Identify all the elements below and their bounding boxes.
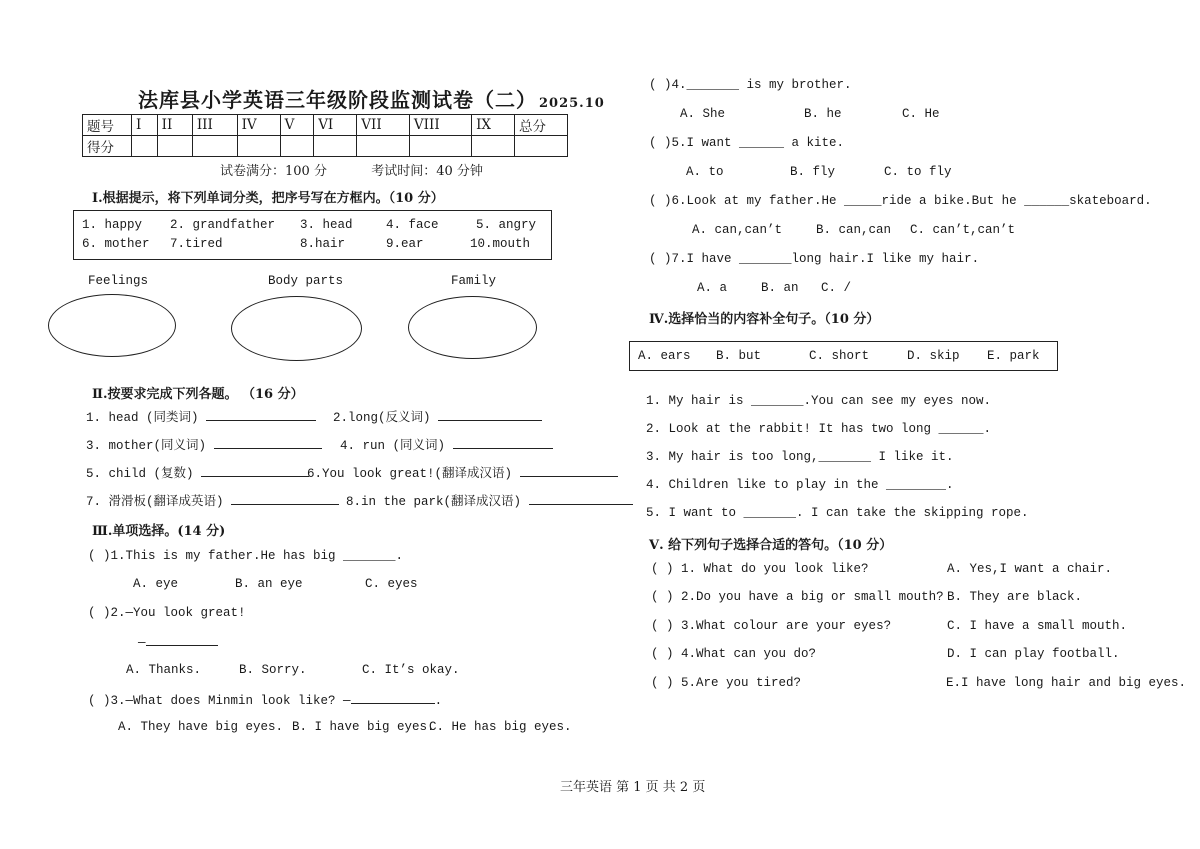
option[interactable]: B. he — [804, 107, 842, 121]
answer-blank[interactable] — [438, 408, 542, 421]
family-oval[interactable] — [408, 296, 537, 359]
section3-heading: Ⅲ.单项选择。(14 分) — [92, 524, 226, 539]
mcq-6-stem — [649, 194, 1152, 208]
mcq-5-stem — [649, 136, 844, 150]
exam-date: 2025.10 — [539, 96, 605, 111]
score-cell[interactable] — [280, 136, 314, 157]
question-text: 4._______ is my brother. — [671, 78, 852, 92]
section4-sentence-2: 2. Look at the rabbit! It has two long ______. — [646, 422, 992, 436]
score-table-cell: VII — [357, 115, 410, 136]
answer-blank[interactable] — [231, 492, 339, 505]
option[interactable]: A. eye — [133, 577, 179, 591]
answer-blank[interactable] — [201, 464, 309, 477]
score-table — [82, 114, 568, 157]
item-text: 2.long(反义词) — [333, 411, 431, 425]
answer-paren[interactable]: ( ) — [649, 136, 672, 150]
answer-blank[interactable] — [453, 436, 553, 449]
mcq-7-stem — [649, 252, 979, 266]
question-text: 6.Look at my father.He _____ride a bike.But he ______skateboard. — [671, 194, 1152, 208]
body-parts-oval[interactable] — [231, 296, 362, 361]
score-table-cell: II — [157, 115, 192, 136]
question-text: 1. What do you look like? — [681, 562, 869, 576]
question-text: 7.I have _______long hair.I like my hair. — [671, 252, 980, 266]
word-row-2 — [82, 237, 530, 251]
mcq-3-stem: ( )3.—What does Minmin look like? — . — [88, 691, 442, 708]
option: C. short — [809, 349, 870, 363]
mcq-3-options — [118, 720, 572, 734]
section5-answer-d: D. I can play football. — [947, 647, 1120, 661]
section5-answer-a: A. Yes,I want a chair. — [947, 562, 1113, 576]
option: A. ears — [638, 349, 691, 363]
section2-item-1 — [86, 407, 316, 425]
score-table-cell: VI — [314, 115, 357, 136]
word-row-1 — [82, 218, 536, 232]
section2-item-3 — [86, 435, 322, 453]
score-cell[interactable] — [237, 136, 280, 157]
answer-paren[interactable]: ( ) — [88, 606, 111, 620]
section4-options — [638, 349, 1040, 363]
option[interactable]: C. He — [902, 107, 940, 121]
item-text: 7. 滑滑板(翻译成英语) — [86, 495, 224, 509]
section2-item-2 — [333, 407, 542, 425]
section2-item-4 — [340, 435, 553, 453]
answer-blank[interactable] — [529, 492, 633, 505]
answer-paren[interactable]: ( ) — [651, 647, 674, 661]
category-body-parts-label: Body parts — [268, 274, 344, 288]
section2-item-8 — [346, 491, 633, 509]
page-title — [138, 84, 605, 113]
question-text: 2.—You look great! — [110, 606, 246, 620]
option[interactable]: A. She — [680, 107, 726, 121]
word-item: 8.hair — [300, 237, 346, 251]
section5-answer-b: B. They are black. — [947, 590, 1083, 604]
score-cell[interactable] — [132, 136, 158, 157]
answer-paren[interactable]: ( ) — [649, 78, 672, 92]
section2-item-7 — [86, 491, 339, 509]
mcq-7-options — [697, 281, 851, 295]
option: E. park — [987, 349, 1040, 363]
option[interactable]: A. Thanks. — [126, 663, 202, 677]
category-feelings-label: Feelings — [88, 274, 149, 288]
score-cell[interactable] — [515, 136, 568, 157]
score-table-header-row — [83, 115, 568, 136]
mcq-5-options — [686, 165, 952, 179]
exam-time: 考试时间：40 分钟 — [371, 164, 483, 179]
word-item: 10.mouth — [470, 237, 531, 251]
score-table-cell: 题号 — [83, 115, 132, 136]
option: B. but — [716, 349, 762, 363]
option[interactable]: C. He has big eyes. — [429, 720, 572, 734]
section4-heading: Ⅳ.选择恰当的内容补全句子。（10 分） — [649, 312, 880, 327]
score-table-cell: VIII — [409, 115, 471, 136]
item-text: 8.in the park(翻译成汉语) — [346, 495, 522, 509]
word-item: 5. angry — [476, 218, 537, 232]
section5-question-4 — [651, 647, 816, 661]
question-text: 3.What colour are your eyes? — [681, 619, 892, 633]
score-cell[interactable] — [314, 136, 357, 157]
exam-title: 法库县小学英语三年级阶段监测试卷（二） — [138, 88, 537, 112]
question-text: 5.Are you tired? — [681, 676, 802, 690]
answer-paren[interactable]: ( ) — [651, 590, 674, 604]
word-item: 1. happy — [82, 218, 143, 232]
option[interactable]: A. to — [686, 165, 724, 179]
answer-paren[interactable]: ( ) — [651, 619, 674, 633]
option[interactable]: B. an — [761, 281, 799, 295]
mcq-2-options — [126, 663, 460, 677]
mcq-1-options — [133, 577, 418, 591]
section2-item-5 — [86, 463, 309, 481]
word-item: 3. head — [300, 218, 353, 232]
item-text: 3. mother(同义词) — [86, 439, 207, 453]
option[interactable]: B. Sorry. — [239, 663, 307, 677]
section4-sentence-1: 1. My hair is _______.You can see my eyes now. — [646, 394, 992, 408]
section5-answer-c: C. I have a small mouth. — [947, 619, 1128, 633]
answer-paren[interactable]: ( ) — [651, 676, 674, 690]
score-table-score-row — [83, 136, 568, 157]
score-table-cell: III — [192, 115, 237, 136]
answer-blank[interactable] — [206, 408, 316, 421]
answer-blank[interactable] — [146, 633, 218, 646]
score-cell[interactable] — [157, 136, 192, 157]
question-text: 3.—What does Minmin look like? — — [110, 694, 351, 708]
score-cell[interactable] — [192, 136, 237, 157]
section2-heading: Ⅱ.按要求完成下列各题。 （16 分） — [92, 387, 304, 402]
option[interactable]: A. a — [697, 281, 728, 295]
score-table-cell: V — [280, 115, 314, 136]
feelings-oval[interactable] — [48, 294, 176, 357]
section4-sentence-3: 3. My hair is too long,_______ I like it. — [646, 450, 954, 464]
word-item: 2. grandfather — [170, 218, 276, 232]
score-table-cell: IX — [472, 115, 515, 136]
mcq-6-options — [692, 223, 1015, 237]
option[interactable]: A. can,can’t — [692, 223, 783, 237]
answer-paren[interactable]: ( ) — [649, 194, 672, 208]
page-footer: 三年英语 第 1 页 共 2 页 — [560, 780, 706, 795]
section5-question-2 — [651, 590, 944, 604]
answer-blank[interactable] — [351, 691, 435, 704]
option[interactable]: C. It’s okay. — [362, 663, 460, 677]
score-cell[interactable] — [409, 136, 471, 157]
word-item: 4. face — [386, 218, 439, 232]
section5-question-1 — [651, 562, 869, 576]
item-text: 5. child (复数) — [86, 467, 194, 481]
option[interactable]: B. fly — [790, 165, 836, 179]
item-text: 1. head (同类词) — [86, 411, 199, 425]
full-score: 试卷满分：100 分 — [220, 164, 327, 179]
reply-dash: — — [138, 636, 146, 650]
mcq-4-options — [680, 107, 940, 121]
answer-blank[interactable] — [214, 436, 322, 449]
word-item: 7.tired — [170, 237, 223, 251]
section5-question-5 — [651, 676, 801, 690]
answer-paren[interactable]: ( ) — [88, 549, 111, 563]
section1-heading: Ⅰ.根据提示，将下列单词分类，把序号写在方框内。（10 分） — [92, 191, 444, 206]
section5-heading: Ⅴ. 给下列句子选择合适的答句。（10 分） — [649, 538, 893, 553]
section2-item-6 — [307, 463, 618, 481]
word-item: 9.ear — [386, 237, 424, 251]
mcq-2-reply — [138, 633, 218, 650]
answer-paren[interactable]: ( ) — [649, 252, 672, 266]
score-table-cell: I — [132, 115, 158, 136]
score-table-cell: 得分 — [83, 136, 132, 157]
score-table-cell: 总分 — [515, 115, 568, 136]
question-text: 5.I want ______ a kite. — [671, 136, 845, 150]
item-text: 6.You look great!(翻译成汉语) — [307, 467, 513, 481]
section4-sentence-4: 4. Children like to play in the ________. — [646, 478, 954, 492]
answer-paren[interactable]: ( ) — [88, 694, 111, 708]
question-text: 1.This is my father.He has big _______. — [110, 549, 404, 563]
answer-blank[interactable] — [520, 464, 618, 477]
option[interactable]: B. I have big eyes. — [292, 720, 435, 734]
word-item: 6. mother — [82, 237, 150, 251]
answer-paren[interactable]: ( ) — [651, 562, 674, 576]
option[interactable]: C. to fly — [884, 165, 952, 179]
option[interactable]: B. an eye — [235, 577, 303, 591]
item-text: 4. run (同义词) — [340, 439, 446, 453]
question-text: 2.Do you have a big or small mouth? — [681, 590, 944, 604]
option[interactable]: B. can,can — [816, 223, 892, 237]
score-cell[interactable] — [472, 136, 515, 157]
option[interactable]: C. / — [821, 281, 852, 295]
mcq-2-stem — [88, 606, 246, 620]
mcq-1-stem — [88, 549, 403, 563]
mcq-4-stem — [649, 78, 852, 92]
exam-info — [220, 160, 483, 179]
category-family-label: Family — [451, 274, 497, 288]
section5-answer-e: E.I have long hair and big eyes. — [946, 676, 1187, 690]
option[interactable]: A. They have big eyes. — [118, 720, 284, 734]
section4-sentence-5: 5. I want to _______. I can take the skipping rope. — [646, 506, 1029, 520]
score-cell[interactable] — [357, 136, 410, 157]
score-table-cell: IV — [237, 115, 280, 136]
option: D. skip — [907, 349, 960, 363]
section5-question-3 — [651, 619, 891, 633]
option[interactable]: C. can’t,can’t — [910, 223, 1016, 237]
option[interactable]: C. eyes — [365, 577, 418, 591]
question-text: 4.What can you do? — [681, 647, 817, 661]
